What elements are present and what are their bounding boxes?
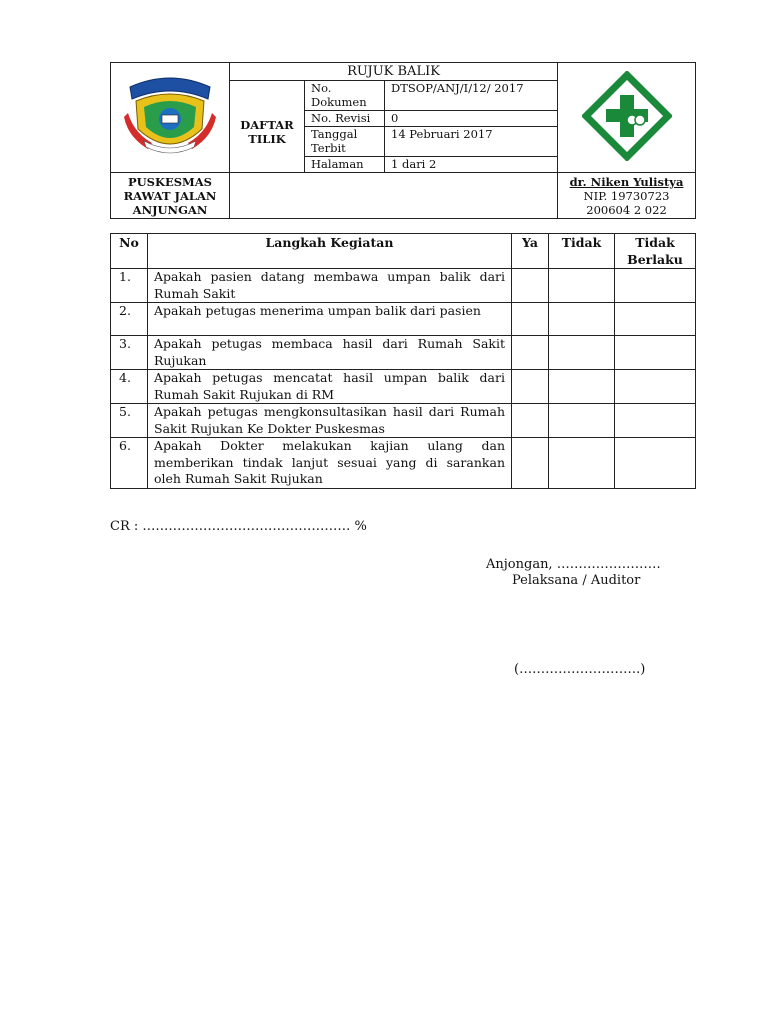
na-checkbox-cell[interactable] — [615, 336, 696, 370]
health-logo-cell — [558, 63, 696, 173]
na-checkbox-cell[interactable] — [615, 269, 696, 303]
table-row — [111, 303, 696, 336]
facility-line3: ANJUNGAN — [132, 202, 208, 217]
na-checkbox-cell[interactable] — [615, 404, 696, 438]
signer-cell — [558, 173, 696, 219]
item-number: 6. — [111, 438, 148, 489]
regency-logo-cell — [111, 63, 230, 173]
doc-number-value: DTSOP/ANJ/I/12/ 2017 — [385, 81, 558, 111]
item-number: 5. — [111, 404, 148, 438]
no-checkbox-cell[interactable] — [549, 438, 615, 489]
no-checkbox-cell[interactable] — [549, 370, 615, 404]
place-date-line: Anjongan, …………………… — [486, 557, 661, 572]
item-number: 1. — [111, 269, 148, 303]
col-header-no: No — [111, 234, 148, 269]
col-header-yes: Ya — [512, 234, 549, 269]
facility-line2: RAWAT JALAN — [123, 188, 217, 203]
yes-checkbox-cell[interactable] — [512, 269, 549, 303]
col-header-no-answer: Tidak — [549, 234, 615, 269]
issue-date-value: 14 Pebruari 2017 — [385, 127, 558, 157]
signer-nip-line2: 200604 2 022 — [586, 202, 667, 217]
regency-emblem-icon — [122, 73, 218, 159]
checklist-table — [110, 233, 696, 489]
col-header-activity: Langkah Kegiatan — [148, 234, 512, 269]
puskesmas-logo-icon — [582, 71, 672, 161]
yes-checkbox-cell[interactable] — [512, 303, 549, 336]
no-checkbox-cell[interactable] — [549, 269, 615, 303]
signer-nip-line1: NIP. 19730723 — [583, 188, 670, 203]
yes-checkbox-cell[interactable] — [512, 336, 549, 370]
item-number: 4. — [111, 370, 148, 404]
issue-date-label: Tanggal Terbit — [305, 127, 385, 157]
na-checkbox-cell[interactable] — [615, 370, 696, 404]
yes-checkbox-cell[interactable] — [512, 438, 549, 489]
doc-type-cell — [230, 81, 305, 173]
yes-checkbox-cell[interactable] — [512, 370, 549, 404]
document-title: RUJUK BALIK — [230, 63, 558, 81]
signature-line: (……………………….) — [514, 662, 646, 677]
item-number: 3. — [111, 336, 148, 370]
facility-name-cell — [111, 173, 230, 219]
item-text: Apakah petugas membaca hasil dari Rumah Sakit Rujukan — [148, 336, 512, 370]
table-row — [111, 269, 696, 303]
col-header-not-applicable: Tidak Berlaku — [615, 234, 696, 269]
signer-name: dr. Niken Yulistya — [569, 174, 684, 189]
page-label: Halaman — [305, 157, 385, 173]
table-row — [111, 370, 696, 404]
na-checkbox-cell[interactable] — [615, 438, 696, 489]
item-text: Apakah Dokter melakukan kajian ulang dan memberikan tindak lanjut sesuai yang di sarankan oleh Rumah Sakit Rujukan — [148, 438, 512, 489]
yes-checkbox-cell[interactable] — [512, 404, 549, 438]
revision-label: No. Revisi — [305, 111, 385, 127]
no-checkbox-cell[interactable] — [549, 336, 615, 370]
item-text: Apakah petugas menerima umpan balik dari pasien — [148, 303, 512, 336]
compliance-rate-line: CR : ………………………………………… % — [110, 519, 367, 534]
revision-value: 0 — [385, 111, 558, 127]
facility-line1: PUSKESMAS — [127, 174, 212, 189]
auditor-role: Pelaksana / Auditor — [512, 573, 641, 588]
item-text: Apakah petugas mencatat hasil umpan balik dari Rumah Sakit Rujukan di RM — [148, 370, 512, 404]
page-value: 1 dari 2 — [385, 157, 558, 173]
item-text: Apakah petugas mengkonsultasikan hasil dari Rumah Sakit Rujukan Ke Dokter Puskesmas — [148, 404, 512, 438]
doc-type-line2: TILIK — [248, 131, 286, 146]
item-text: Apakah pasien datang membawa umpan balik dari Rumah Sakit — [148, 269, 512, 303]
no-checkbox-cell[interactable] — [549, 303, 615, 336]
doc-number-label: No. Dokumen — [305, 81, 385, 111]
no-checkbox-cell[interactable] — [549, 404, 615, 438]
item-number: 2. — [111, 303, 148, 336]
na-checkbox-cell[interactable] — [615, 303, 696, 336]
table-row — [111, 336, 696, 370]
doc-type-line1: DAFTAR — [240, 117, 294, 132]
document-header — [110, 62, 696, 219]
table-row — [111, 438, 696, 489]
table-row — [111, 404, 696, 438]
empty-footer-cell — [230, 173, 558, 219]
